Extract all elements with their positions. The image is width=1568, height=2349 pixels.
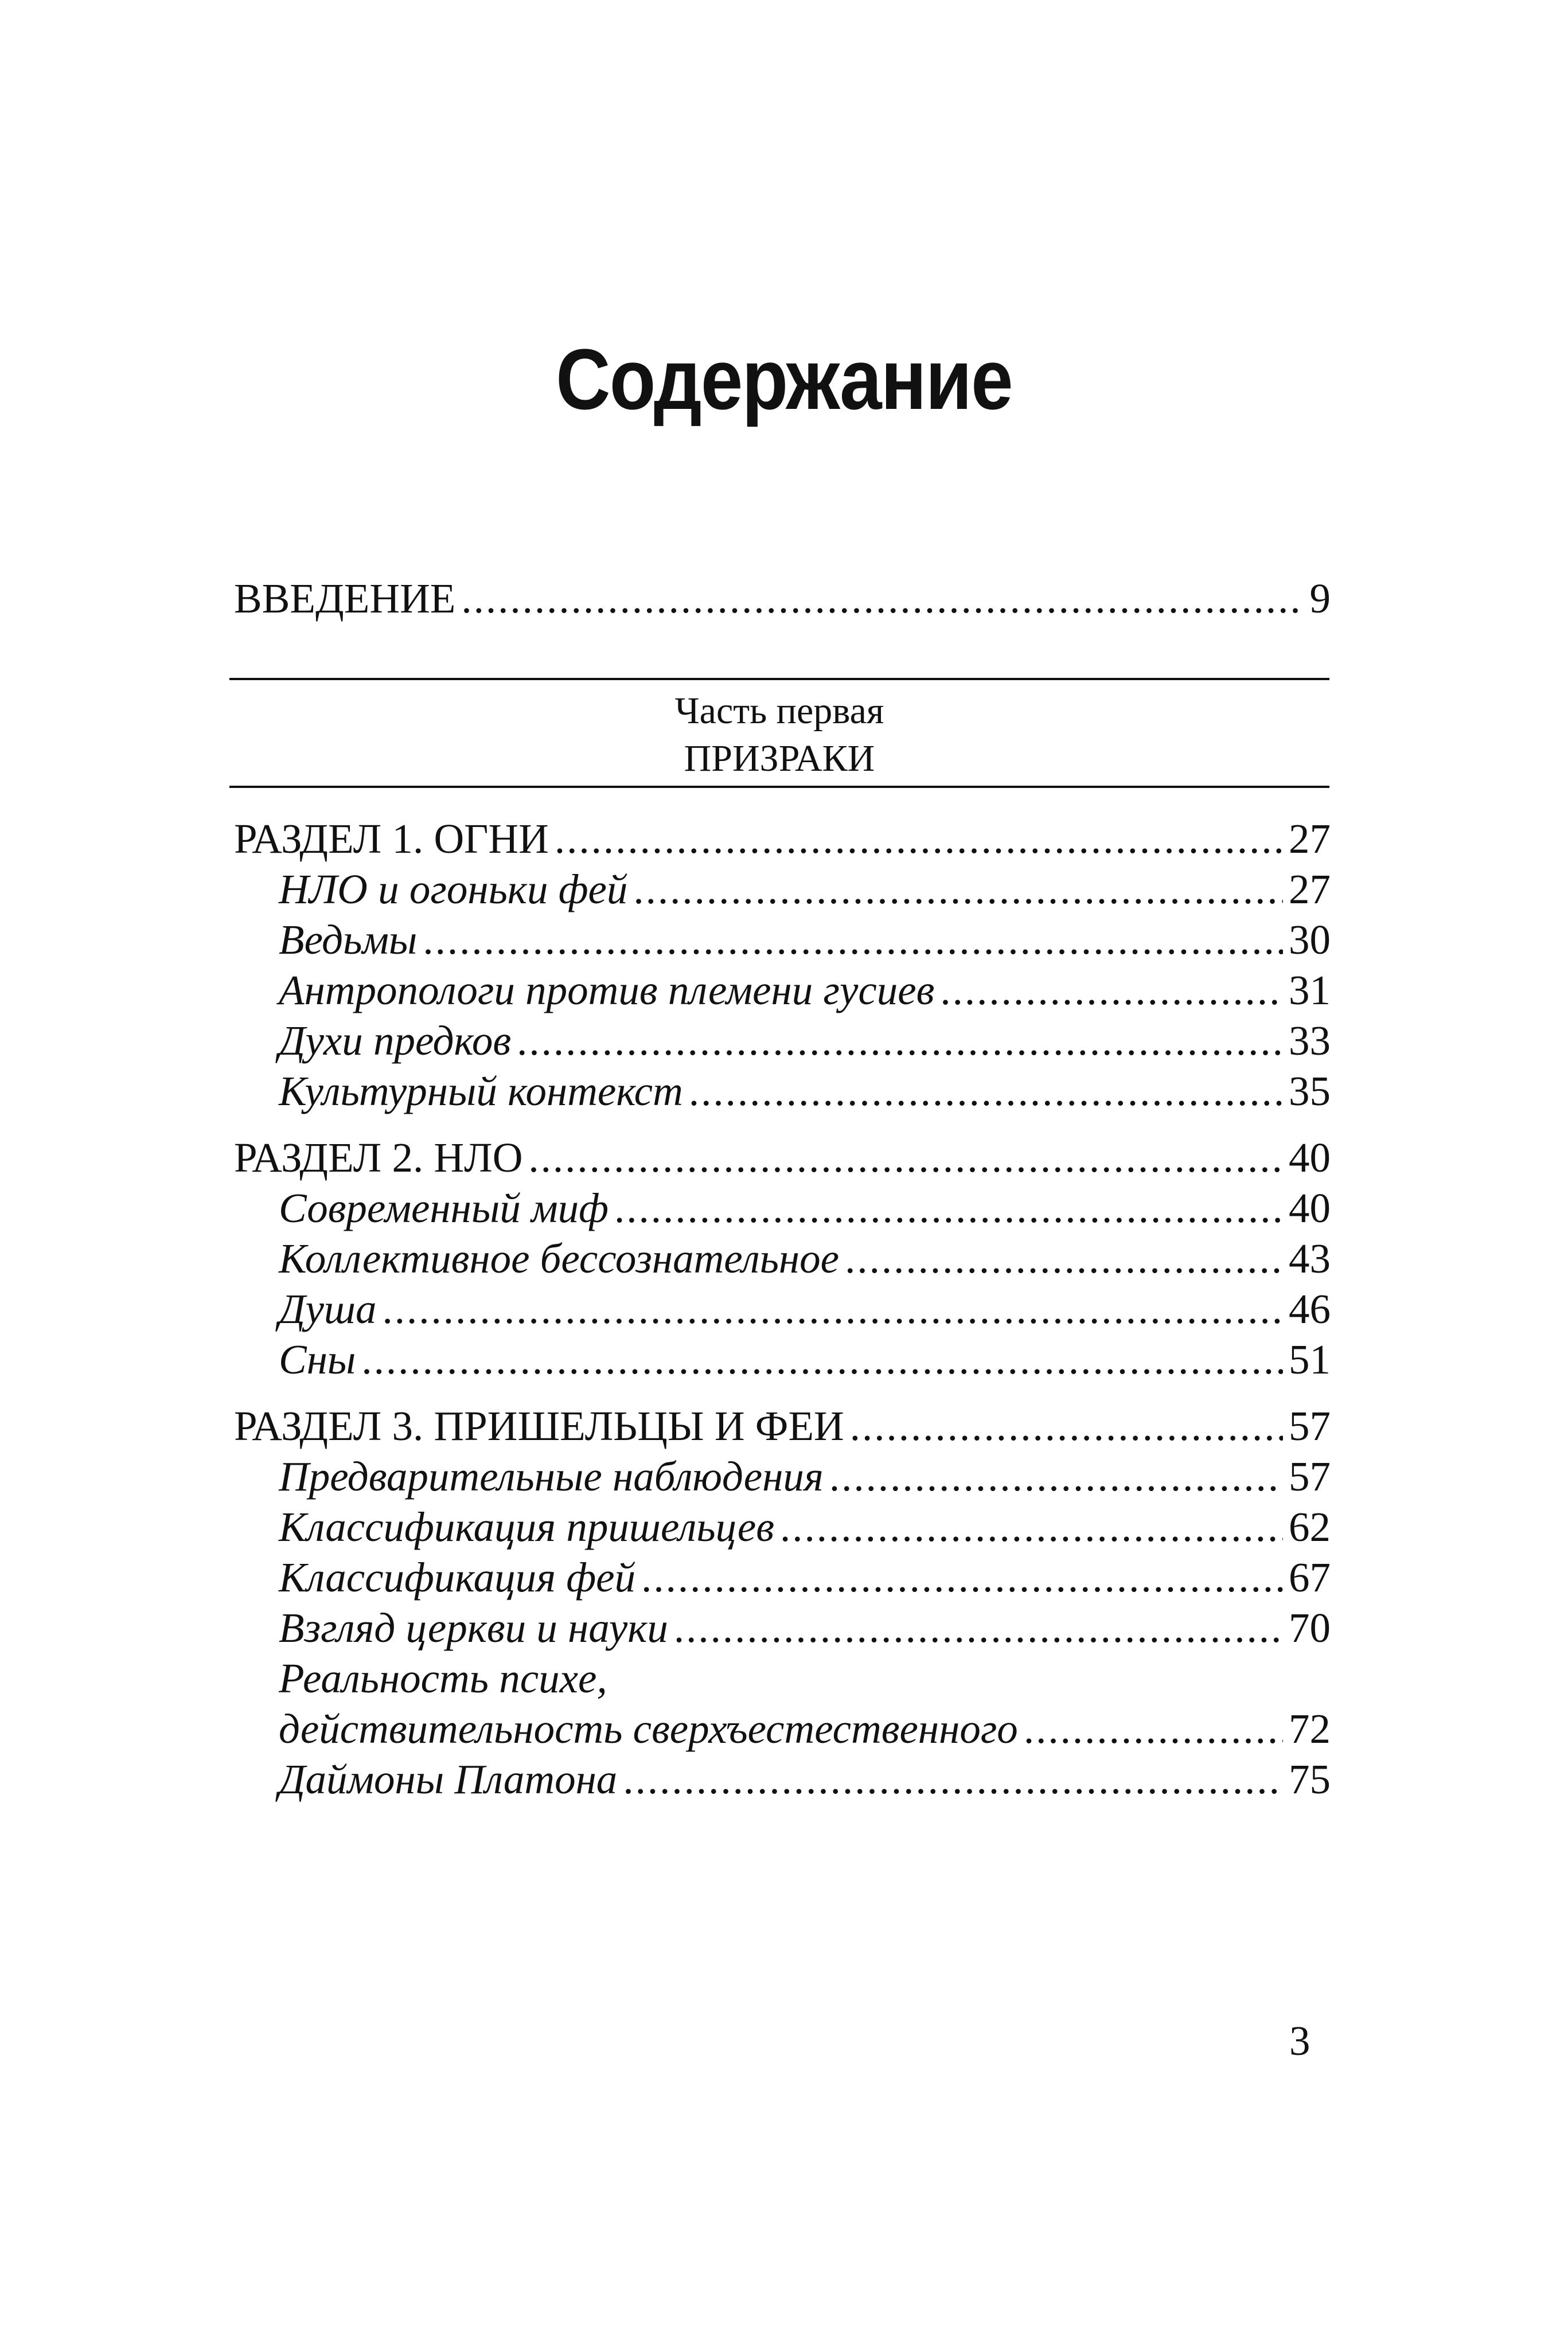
toc-entry-title: Душа [279, 1286, 377, 1332]
page-number: 3 [1289, 2018, 1310, 2064]
toc-entry-page: 62 [1289, 1504, 1331, 1550]
toc-entry-title: Коллективное бессознательное [279, 1235, 840, 1282]
toc-subentry[interactable] [279, 1502, 1331, 1552]
dot-leader [633, 864, 1283, 915]
dot-leader [361, 1335, 1283, 1385]
toc-entry-title: Даймоны Платона [279, 1756, 618, 1802]
toc-entry-page: 72 [1289, 1706, 1331, 1752]
toc-entry-page: 51 [1289, 1336, 1331, 1383]
toc-entry-title: Ведьмы [279, 916, 418, 963]
toc-entry-title: Взгляд церкви и науки [279, 1605, 668, 1651]
toc-subentry[interactable] [279, 1451, 1331, 1502]
toc-entry-title: Сны [279, 1336, 356, 1383]
toc-subentry[interactable] [279, 1552, 1331, 1603]
toc-entry-page: 33 [1289, 1017, 1331, 1064]
toc-subentry[interactable] [279, 1704, 1331, 1754]
toc-entry-title: Классификация пришельцев [279, 1504, 774, 1550]
toc-entry-title: РАЗДЕЛ 3. ПРИШЕЛЬЦЫ И ФЕИ [234, 1403, 844, 1449]
toc-entry-title: Культурный контекст [279, 1068, 683, 1114]
toc-subentry[interactable] [279, 915, 1331, 965]
toc-entry-page: 40 [1289, 1134, 1331, 1181]
toc-entry-page: 46 [1289, 1286, 1331, 1332]
toc-subentry[interactable] [279, 1603, 1331, 1653]
dot-leader [641, 1552, 1283, 1603]
toc-entry-page: 75 [1289, 1756, 1331, 1802]
dot-leader [623, 1754, 1283, 1805]
dot-leader [423, 915, 1283, 965]
toc-entry-page: 27 [1289, 815, 1331, 862]
part-name: ПРИЗРАКИ [684, 738, 875, 779]
dot-leader [674, 1603, 1283, 1653]
dot-leader [528, 1133, 1283, 1183]
toc-subentry[interactable] [279, 1066, 1331, 1117]
dot-leader [555, 814, 1283, 864]
toc-entry-title: действительность сверхъестественного [279, 1706, 1018, 1752]
toc-entry-page: 57 [1289, 1403, 1331, 1449]
toc-section-2[interactable] [234, 1133, 1331, 1183]
toc-entry-title: РАЗДЕЛ 1. ОГНИ [234, 815, 549, 862]
toc-entry-page: 43 [1289, 1235, 1331, 1282]
toc-entry-title: Антропологи против племени гусиев [279, 967, 935, 1013]
toc-subentry[interactable] [279, 1335, 1331, 1385]
toc-subentry[interactable] [279, 864, 1331, 915]
toc-entry-title: Духи предков [279, 1017, 512, 1064]
toc-section-1[interactable] [234, 814, 1331, 864]
dot-leader [1024, 1704, 1283, 1754]
toc-entry-title: Современный миф [279, 1185, 609, 1231]
toc-subentry[interactable] [279, 965, 1331, 1016]
dot-leader [382, 1284, 1283, 1335]
toc-entry-title: ВВЕДЕНИЕ [234, 575, 456, 622]
toc-entry-page: 67 [1289, 1554, 1331, 1601]
page-title: Содержание [556, 330, 1012, 427]
part-label: Часть первая [674, 690, 884, 732]
dot-leader [940, 965, 1283, 1016]
toc-entry-page: 31 [1289, 967, 1331, 1013]
part-rule-bottom [229, 786, 1329, 788]
toc-entry-page: 40 [1289, 1185, 1331, 1231]
dot-leader [780, 1502, 1283, 1552]
toc-entry-title: Предварительные наблюдения [279, 1453, 824, 1500]
toc-entry-page: 9 [1309, 575, 1331, 622]
dot-leader [461, 573, 1304, 624]
dot-leader [614, 1183, 1283, 1234]
dot-leader [845, 1234, 1283, 1284]
toc-subentry[interactable] [279, 1284, 1331, 1335]
toc-entry-page: 27 [1289, 866, 1331, 912]
toc-entry-page: 70 [1289, 1605, 1331, 1651]
toc-entry-title: НЛО и огоньки фей [279, 866, 628, 912]
dot-leader [689, 1066, 1283, 1117]
toc-subentry[interactable] [279, 1234, 1331, 1284]
toc-entry-page: 57 [1289, 1453, 1331, 1500]
toc-section-3[interactable] [234, 1401, 1331, 1451]
toc-subentry[interactable] [279, 1016, 1331, 1066]
dot-leader [850, 1401, 1283, 1451]
toc-subentry[interactable] [279, 1754, 1331, 1805]
dot-leader [517, 1016, 1283, 1066]
dot-leader [829, 1451, 1283, 1502]
toc-entry-page: 30 [1289, 916, 1331, 963]
toc-entry-title: Классификация фей [279, 1554, 636, 1601]
toc-subentry-first-line: Реальность психе, [279, 1655, 607, 1702]
toc-entry-title: РАЗДЕЛ 2. НЛО [234, 1134, 523, 1181]
part-rule-top [229, 678, 1329, 680]
toc-subentry[interactable] [279, 1183, 1331, 1234]
toc-entry-introduction[interactable] [234, 573, 1331, 624]
toc-entry-page: 35 [1289, 1068, 1331, 1114]
